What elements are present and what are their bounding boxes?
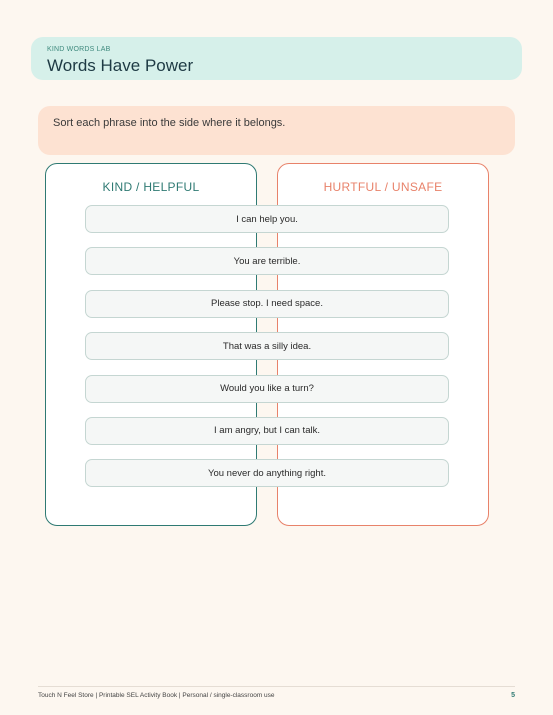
instruction-box: [38, 106, 515, 155]
instruction-text: Sort each phrase into the side where it belongs.: [53, 117, 286, 129]
phrase-card[interactable]: Would you like a turn?: [85, 375, 449, 403]
page-footer: [38, 686, 515, 699]
phrase-card[interactable]: Please stop. I need space.: [85, 290, 449, 318]
page-number: 5: [511, 692, 515, 699]
phrase-card-list: [85, 205, 449, 502]
phrase-card[interactable]: You never do anything right.: [85, 459, 449, 487]
phrase-card[interactable]: I am angry, but I can talk.: [85, 417, 449, 445]
hurtful-column-label: HURTFUL / UNSAFE: [323, 180, 443, 194]
page-title: Words Have Power: [47, 56, 194, 75]
phrase-card[interactable]: I can help you.: [85, 205, 449, 233]
page-header: [31, 37, 522, 80]
header-kicker: KIND WORDS LAB: [47, 46, 111, 53]
phrase-card[interactable]: That was a silly idea.: [85, 332, 449, 360]
footer-credit: Touch N Feel Store | Printable SEL Activity Book | Personal / single-classroom use: [38, 692, 275, 699]
phrase-card[interactable]: You are terrible.: [85, 247, 449, 275]
kind-column-label: KIND / HELPFUL: [102, 180, 200, 194]
